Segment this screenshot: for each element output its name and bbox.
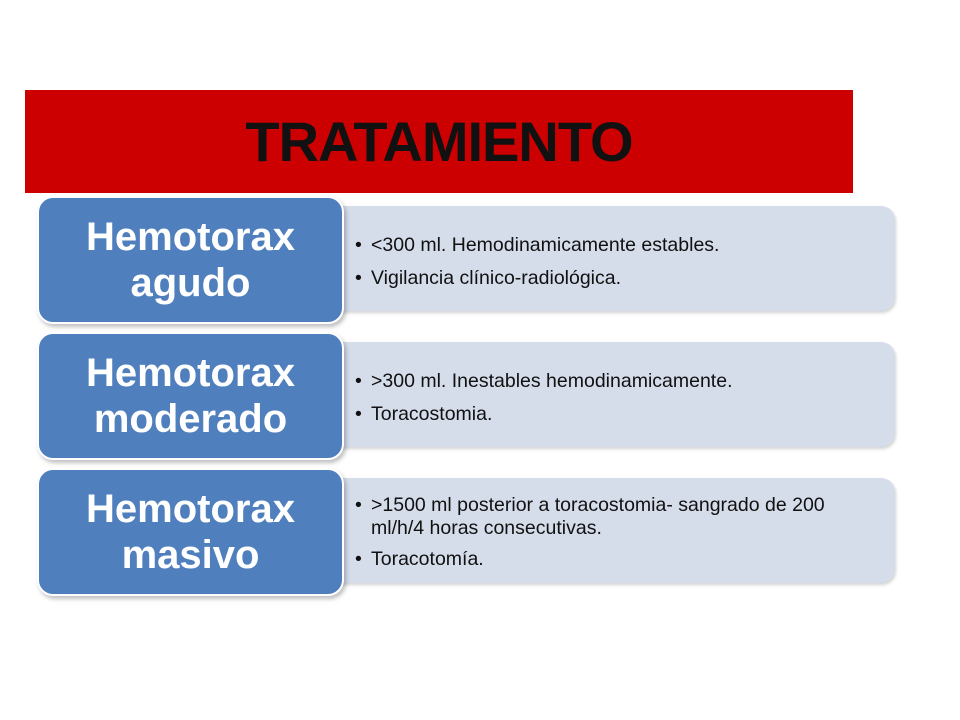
list-item [345,234,883,257]
detail-list [345,234,883,300]
category-label: Hemotorax masivo [86,487,295,577]
category-label: Hemotorax agudo [86,215,295,305]
list-item-text: Toracotomía. [371,548,484,570]
category-box-agudo [37,196,344,324]
list-item-text: <300 ml. Hemodinamicamente estables. [371,234,720,256]
title-banner [25,90,853,193]
list-item [345,267,883,290]
list-item-text: Toracostomia. [371,403,493,425]
detail-list [345,370,883,436]
list-item [345,494,883,540]
detail-box-moderado [260,342,895,447]
list-item [345,370,883,393]
bullet-icon: • [355,548,362,570]
list-item-text: >300 ml. Inestables hemodinamicamente. [371,370,733,392]
list-item-text: Vigilancia clínico-radiológica. [371,267,622,289]
list-item [345,403,883,426]
detail-list [345,494,883,581]
detail-box-masivo [260,478,895,583]
bullet-icon: • [355,494,362,516]
page-title: TRATAMIENTO [245,110,633,173]
list-item-text: >1500 ml posterior a toracostomia- sangrado de 200 ml/h/4 horas consecutivas. [371,494,825,539]
bullet-icon: • [355,370,362,392]
category-box-masivo [37,468,344,596]
list-item [345,548,883,571]
bullet-icon: • [355,403,362,425]
bullet-icon: • [355,234,362,256]
category-box-moderado [37,332,344,460]
detail-box-agudo [260,206,895,311]
category-label: Hemotorax moderado [86,351,295,441]
bullet-icon: • [355,267,362,289]
